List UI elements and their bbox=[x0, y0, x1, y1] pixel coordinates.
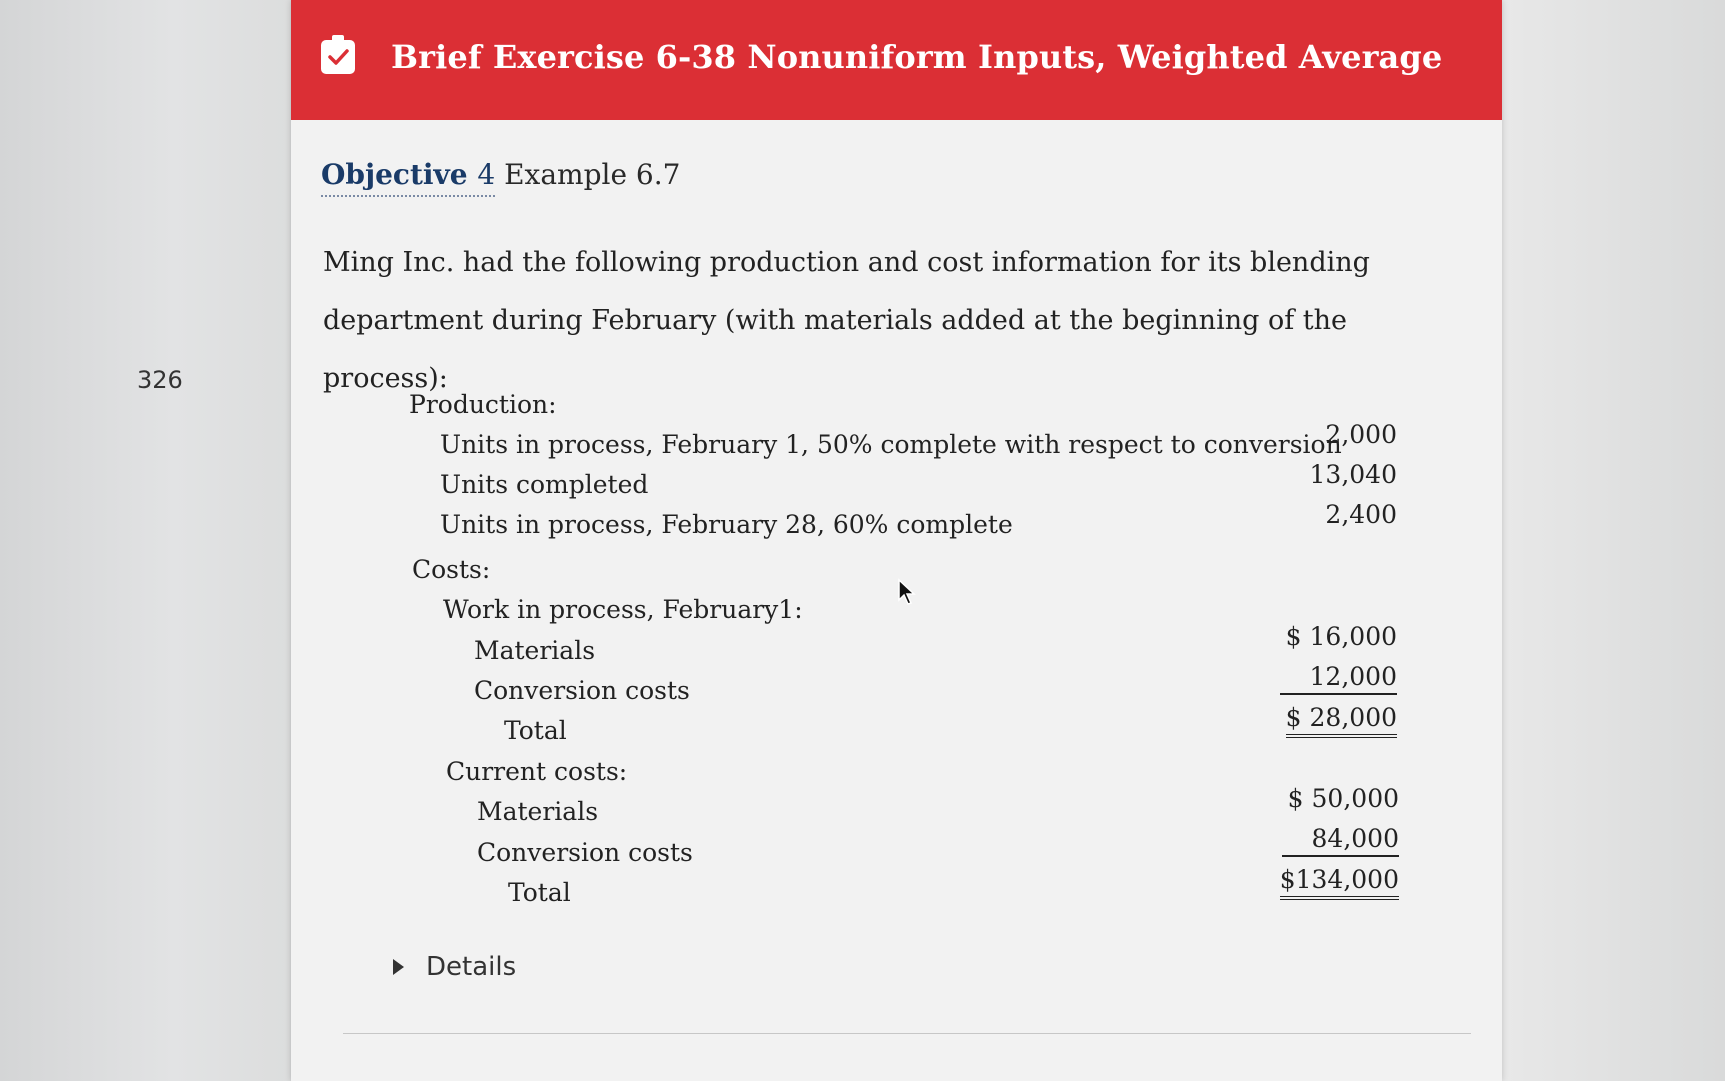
current-materials-label: Materials bbox=[477, 797, 599, 826]
mouse-pointer-icon bbox=[897, 578, 919, 608]
production-row-label: Units in process, February 1, 50% complete with respect to conversion bbox=[440, 430, 1342, 459]
production-row-value: 2,400 bbox=[1325, 500, 1397, 529]
exercise-title: Brief Exercise 6-38 Nonuniform Inputs, Weighted Average bbox=[391, 38, 1443, 76]
example-link[interactable]: Example 6.7 bbox=[504, 158, 681, 191]
current-total-label: Total bbox=[508, 878, 571, 907]
details-label: Details bbox=[426, 952, 517, 982]
current-conversion-label: Conversion costs bbox=[477, 838, 693, 867]
current-costs-heading: Current costs: bbox=[446, 757, 628, 786]
details-toggle[interactable] bbox=[393, 952, 516, 982]
current-conversion-value: 84,000 bbox=[1282, 824, 1399, 857]
page-number: 326 bbox=[137, 366, 183, 394]
current-conversion-cell bbox=[1199, 824, 1399, 857]
caret-right-icon bbox=[393, 959, 404, 975]
costs-heading: Costs: bbox=[412, 555, 491, 584]
production-row-value: 13,040 bbox=[1309, 460, 1397, 489]
production-row-label: Units in process, February 28, 60% complete bbox=[440, 510, 1013, 539]
production-row-label: Units completed bbox=[440, 470, 649, 499]
current-total-cell bbox=[1199, 865, 1399, 900]
intro-paragraph: Ming Inc. had the following production and cost information for its blending department during February (with materials added at the beginning of the process): bbox=[323, 247, 1370, 394]
objective-link[interactable]: Objective 4 bbox=[321, 158, 495, 197]
wip-materials-label: Materials bbox=[474, 636, 596, 665]
cost-schedule bbox=[291, 0, 1502, 1081]
production-heading: Production: bbox=[409, 390, 557, 419]
wip-conversion-cell bbox=[1197, 662, 1397, 695]
wip-total-label: Total bbox=[504, 716, 567, 745]
wip-conversion-label: Conversion costs bbox=[474, 676, 690, 705]
wip-total-value: $ 28,000 bbox=[1286, 703, 1397, 738]
production-row-value: 2,000 bbox=[1325, 420, 1397, 449]
right-gutter bbox=[1502, 0, 1725, 1081]
wip-conversion-value: 12,000 bbox=[1280, 662, 1397, 695]
wip-materials-value: $ 16,000 bbox=[1285, 622, 1397, 651]
wip-total-cell bbox=[1197, 703, 1397, 738]
left-gutter bbox=[0, 0, 290, 1081]
divider bbox=[343, 1033, 1471, 1034]
exercise-card bbox=[291, 0, 1502, 1081]
current-materials-value: $ 50,000 bbox=[1287, 784, 1399, 813]
wip-heading: Work in process, February1: bbox=[443, 595, 803, 624]
current-total-value: $134,000 bbox=[1280, 865, 1399, 900]
